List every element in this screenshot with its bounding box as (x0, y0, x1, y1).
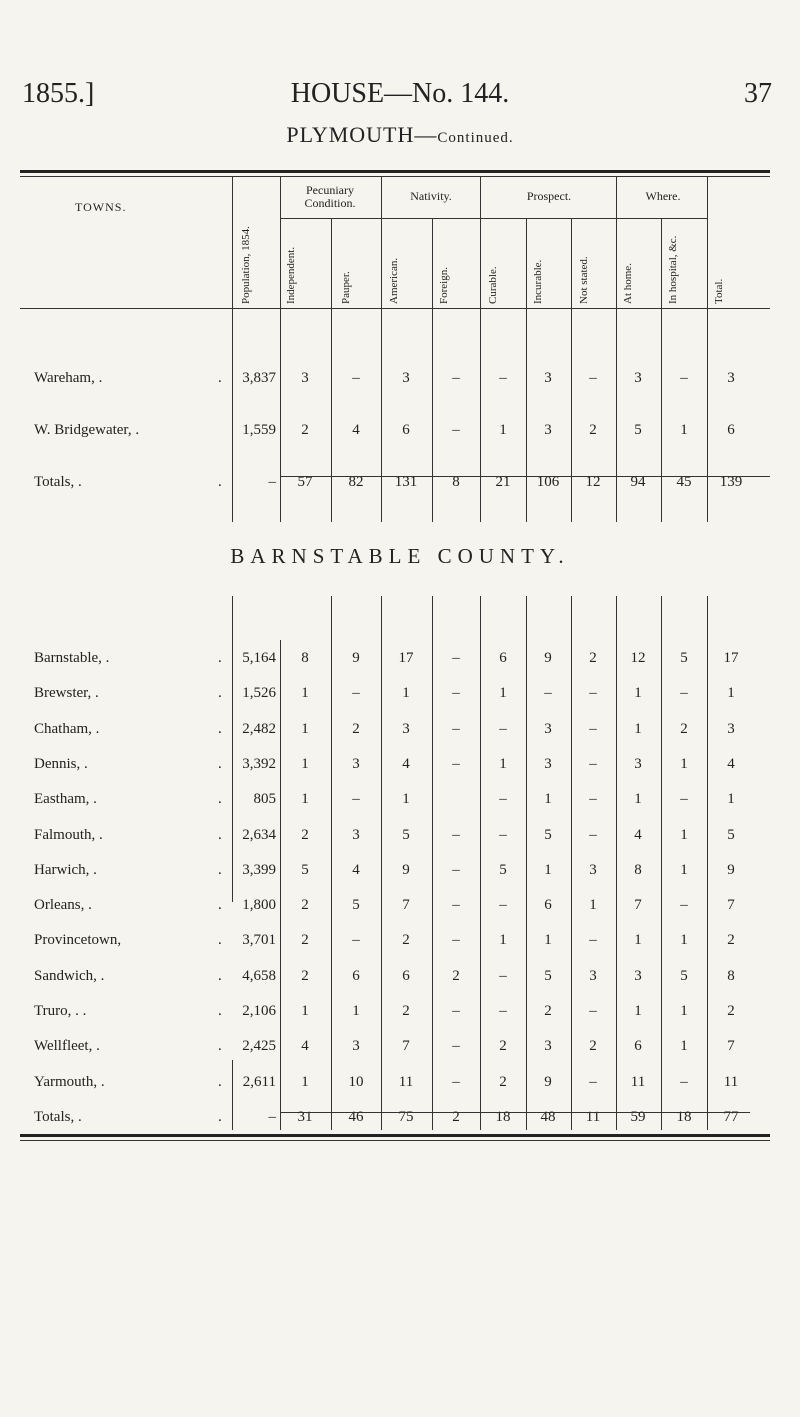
population-cell: 3,392 (242, 755, 276, 772)
leader-dots: . (218, 897, 222, 914)
leader-dots: . (218, 370, 222, 386)
running-head (20, 78, 780, 118)
leader-dots: . (218, 685, 222, 702)
value-cell: 75 (398, 1108, 414, 1125)
value-cell: 7 (727, 897, 735, 914)
value-cell: 9 (727, 861, 735, 878)
population-cell: 2,634 (242, 826, 276, 843)
value-cell: 9 (544, 650, 552, 666)
total-header: Total. (713, 278, 725, 304)
value-cell: 6 (352, 967, 360, 984)
value-cell: 1 (589, 897, 597, 914)
value-cell: 5 (727, 826, 735, 843)
value-cell: – (680, 791, 688, 808)
value-cell: 2 (452, 967, 460, 984)
town-name: Wellfleet, . (34, 1038, 100, 1055)
value-cell: 2 (301, 932, 309, 949)
value-cell: – (589, 370, 597, 386)
value-cell: 46 (348, 1108, 364, 1125)
value-cell: 1 (634, 1003, 642, 1019)
value-cell: 10 (348, 1073, 364, 1090)
value-cell: 3 (727, 720, 735, 737)
value-cell: – (589, 791, 597, 808)
value-cell: 8 (301, 650, 309, 666)
value-cell: – (352, 370, 360, 386)
town-name: Harwich, . (34, 861, 97, 878)
population-cell: 4,658 (242, 967, 276, 984)
value-cell: 1 (727, 791, 735, 808)
value-cell: 7 (402, 897, 410, 914)
table-row (0, 968, 800, 998)
at-home-header: At home. (622, 263, 634, 304)
col-divider (280, 176, 281, 522)
table-row (0, 756, 800, 786)
value-cell: – (589, 1003, 597, 1019)
col-divider (480, 176, 481, 522)
value-cell: – (452, 685, 460, 702)
value-cell: 1 (680, 755, 688, 772)
table-row (0, 721, 800, 751)
towns-header: TOWNS. (75, 200, 127, 214)
value-cell: 3 (634, 370, 642, 386)
leader-dots: . (218, 474, 222, 490)
value-cell: – (352, 685, 360, 702)
value-cell: 6 (402, 422, 410, 438)
value-cell: 1 (634, 720, 642, 737)
population-cell: 2,611 (242, 1073, 276, 1090)
value-cell: 1 (680, 932, 688, 949)
value-cell: 6 (727, 422, 735, 438)
page-number: 37 (744, 78, 772, 109)
value-cell: 139 (719, 474, 743, 490)
value-cell: 3 (544, 422, 552, 438)
value-cell: 1 (634, 791, 642, 808)
value-cell: – (499, 967, 507, 984)
value-cell: 48 (540, 1108, 556, 1125)
value-cell: – (452, 861, 460, 878)
value-cell: 12 (585, 474, 601, 490)
value-cell: 2 (402, 1003, 410, 1019)
value-cell: – (680, 370, 688, 386)
value-cell: 2 (727, 932, 735, 949)
leader-dots: . (218, 861, 222, 878)
leader-dots: . (218, 932, 222, 949)
value-cell: 21 (495, 474, 511, 490)
value-cell: – (544, 685, 552, 702)
value-cell: – (589, 685, 597, 702)
value-cell: 3 (727, 370, 735, 386)
table-row (0, 1074, 800, 1104)
value-cell: 2 (589, 650, 597, 666)
value-cell: 3 (352, 1038, 360, 1055)
value-cell: – (352, 932, 360, 949)
value-cell: 2 (499, 1038, 507, 1055)
leader-dots: . (218, 720, 222, 737)
table-row (0, 791, 800, 821)
value-cell: – (452, 720, 460, 737)
value-cell: 4 (634, 826, 642, 843)
running-head-year: 1855.] (22, 78, 95, 109)
col-divider (381, 176, 382, 522)
value-cell: 11 (723, 1073, 739, 1090)
value-cell: 8 (727, 967, 735, 984)
value-cell: 4 (352, 422, 360, 438)
value-cell: – (452, 650, 460, 666)
value-cell: 17 (398, 650, 414, 666)
value-cell: 1 (680, 422, 688, 438)
value-cell: – (352, 791, 360, 808)
value-cell: 3 (544, 370, 552, 386)
leader-dots: . (218, 1073, 222, 1090)
running-head-title: HOUSE—No. 144. (290, 78, 510, 109)
leader-dots: . (218, 1003, 222, 1019)
value-cell: 9 (402, 861, 410, 878)
totals-rule (280, 1112, 750, 1113)
value-cell: 5 (634, 422, 642, 438)
value-cell: – (452, 826, 460, 843)
table-bottom-rule-inner (20, 1140, 770, 1141)
value-cell: – (452, 755, 460, 772)
population-cell: 3,837 (242, 370, 276, 386)
value-cell: 82 (348, 474, 364, 490)
nativity-header: Nativity. (410, 189, 452, 203)
leader-dots: . (218, 1038, 222, 1055)
town-name: Orleans, . (34, 897, 92, 914)
prospect-header: Prospect. (526, 189, 572, 203)
value-cell: – (680, 1073, 688, 1090)
value-cell: 3 (634, 967, 642, 984)
table-row (0, 474, 800, 504)
section-title-continued: Continued. (437, 130, 514, 146)
value-cell: 11 (585, 1108, 601, 1125)
value-cell: 9 (544, 1073, 552, 1090)
value-cell: 3 (544, 720, 552, 737)
value-cell: 6 (402, 967, 410, 984)
value-cell: 2 (544, 1003, 552, 1019)
value-cell: 1 (499, 932, 507, 949)
pecuniary-header: Pecuniary Condition. (304, 183, 356, 210)
population-cell: – (268, 1108, 276, 1125)
value-cell: 2 (727, 1003, 735, 1019)
town-name: Totals, . (34, 474, 82, 490)
town-name: Falmouth, . (34, 826, 103, 843)
value-cell: – (589, 755, 597, 772)
population-cell: 805 (253, 791, 276, 808)
value-cell: 2 (352, 720, 360, 737)
value-cell: – (452, 1073, 460, 1090)
value-cell: 2 (301, 826, 309, 843)
col-divider (232, 176, 233, 522)
value-cell: 1 (499, 422, 507, 438)
value-cell: 1 (680, 826, 688, 843)
american-header: American. (388, 257, 400, 304)
town-name: Sandwich, . (34, 967, 105, 984)
value-cell: 77 (723, 1108, 739, 1125)
value-cell: 5 (352, 897, 360, 914)
value-cell: 5 (402, 826, 410, 843)
value-cell: – (589, 932, 597, 949)
col-divider (616, 176, 617, 522)
value-cell: 1 (352, 1003, 360, 1019)
value-cell: 57 (297, 474, 313, 490)
value-cell: 2 (301, 967, 309, 984)
value-cell: 2 (301, 897, 309, 914)
incurable-header: Incurable. (532, 259, 544, 304)
pauper-header: Pauper. (340, 271, 352, 304)
value-cell: 3 (589, 967, 597, 984)
table-row (0, 862, 800, 892)
value-cell: 2 (452, 1108, 460, 1125)
value-cell: 3 (589, 861, 597, 878)
value-cell: 1 (680, 1038, 688, 1055)
value-cell: 3 (544, 755, 552, 772)
value-cell: 1 (544, 791, 552, 808)
town-name: Totals, . (34, 1108, 82, 1125)
value-cell: 1 (402, 791, 410, 808)
totals-rule (280, 476, 770, 477)
value-cell: 1 (301, 685, 309, 702)
table-row (0, 650, 800, 680)
value-cell: – (452, 1038, 460, 1055)
value-cell: – (589, 720, 597, 737)
value-cell: – (680, 897, 688, 914)
table-bottom-rule (20, 1134, 770, 1137)
value-cell: 4 (402, 755, 410, 772)
value-cell: – (499, 826, 507, 843)
value-cell: 5 (301, 861, 309, 878)
leader-dots: . (218, 967, 222, 984)
value-cell: 94 (630, 474, 646, 490)
population-cell: 1,800 (242, 897, 276, 914)
value-cell: 7 (727, 1038, 735, 1055)
value-cell: 17 (723, 650, 739, 666)
population-header: Population, 1854. (240, 226, 252, 304)
value-cell: – (452, 370, 460, 386)
town-name: Chatham, . (34, 720, 100, 737)
table-row (0, 685, 800, 715)
leader-dots: . (218, 791, 222, 808)
value-cell: 1 (680, 861, 688, 878)
value-cell: 4 (727, 755, 735, 772)
value-cell: 2 (499, 1073, 507, 1090)
table-row (0, 897, 800, 927)
value-cell: – (499, 720, 507, 737)
where-header: Where. (645, 189, 681, 203)
value-cell: 106 (536, 474, 560, 490)
value-cell: 131 (394, 474, 418, 490)
value-cell: 12 (630, 650, 646, 666)
value-cell: 1 (499, 685, 507, 702)
value-cell: 18 (495, 1108, 511, 1125)
value-cell: 11 (398, 1073, 414, 1090)
col-divider (707, 176, 708, 522)
town-name: Dennis, . (34, 755, 88, 772)
value-cell: 3 (402, 720, 410, 737)
population-cell: 1,526 (242, 685, 276, 702)
independent-header: Independent. (285, 246, 297, 304)
value-cell: – (452, 422, 460, 438)
value-cell: 11 (630, 1073, 646, 1090)
population-cell: 3,701 (242, 932, 276, 949)
value-cell: 1 (634, 932, 642, 949)
value-cell: 1 (301, 1073, 309, 1090)
value-cell: 9 (352, 650, 360, 666)
leader-dots: . (218, 1108, 222, 1125)
value-cell: 3 (301, 370, 309, 386)
table-row (0, 827, 800, 857)
value-cell: 8 (452, 474, 460, 490)
value-cell: – (499, 1003, 507, 1019)
town-name: Brewster, . (34, 685, 99, 702)
town-name: Provincetown, (34, 932, 122, 949)
value-cell: 4 (301, 1038, 309, 1055)
value-cell: 3 (544, 1038, 552, 1055)
population-cell: 2,106 (242, 1003, 276, 1019)
value-cell: – (589, 1073, 597, 1090)
leader-dots: . (218, 755, 222, 772)
value-cell: – (452, 1003, 460, 1019)
value-cell: 6 (499, 650, 507, 666)
town-name: Wareham, . (34, 370, 103, 386)
population-cell: – (268, 474, 276, 490)
value-cell: – (499, 370, 507, 386)
value-cell: 2 (402, 932, 410, 949)
header-bottom-rule (20, 308, 770, 309)
value-cell: 1 (301, 720, 309, 737)
leader-dots: . (218, 826, 222, 843)
value-cell: 8 (634, 861, 642, 878)
value-cell: 3 (402, 370, 410, 386)
value-cell: 6 (634, 1038, 642, 1055)
value-cell: 1 (680, 1003, 688, 1019)
table-row (0, 1038, 800, 1068)
value-cell: – (452, 897, 460, 914)
population-cell: 1,559 (242, 422, 276, 438)
town-name: Eastham, . (34, 791, 97, 808)
value-cell: 1 (301, 755, 309, 772)
value-cell: 5 (544, 967, 552, 984)
value-cell: 31 (297, 1108, 313, 1125)
value-cell: 1 (301, 791, 309, 808)
section-title (0, 122, 800, 148)
population-cell: 2,425 (242, 1038, 276, 1055)
value-cell: 1 (544, 861, 552, 878)
value-cell: – (452, 932, 460, 949)
value-cell: 2 (301, 422, 309, 438)
population-cell: 5,164 (242, 650, 276, 666)
table-top-rule-inner (20, 176, 770, 177)
table-row (0, 1003, 800, 1033)
town-name: W. Bridgewater, . (34, 422, 140, 438)
value-cell: 3 (634, 755, 642, 772)
curable-header: Curable. (487, 266, 499, 304)
value-cell: 5 (499, 861, 507, 878)
group-header-rule (280, 218, 708, 219)
section-title-main: PLYMOUTH— (286, 122, 438, 147)
value-cell: 45 (676, 474, 692, 490)
table-row (0, 932, 800, 962)
foreign-header: Foreign. (438, 267, 450, 304)
value-cell: 5 (680, 650, 688, 666)
value-cell: 2 (589, 422, 597, 438)
table-top-rule (20, 170, 770, 173)
value-cell: – (589, 826, 597, 843)
value-cell: 1 (727, 685, 735, 702)
value-cell: – (499, 791, 507, 808)
value-cell: 1 (544, 932, 552, 949)
value-cell: 3 (352, 755, 360, 772)
county-heading: BARNSTABLE COUNTY. (230, 544, 570, 568)
value-cell: 1 (301, 1003, 309, 1019)
table-row (0, 422, 800, 452)
value-cell: 6 (544, 897, 552, 914)
value-cell: 7 (634, 897, 642, 914)
in-hospital-header: In hospital, &c. (667, 235, 679, 304)
value-cell: 5 (680, 967, 688, 984)
value-cell: 4 (352, 861, 360, 878)
value-cell: 7 (402, 1038, 410, 1055)
town-name: Barnstable, . (34, 650, 110, 666)
leader-dots: . (218, 650, 222, 666)
value-cell: 1 (634, 685, 642, 702)
not-stated-header: Not stated. (578, 256, 590, 304)
town-name: Yarmouth, . (34, 1073, 105, 1090)
value-cell: – (499, 897, 507, 914)
value-cell: – (680, 685, 688, 702)
town-name: Truro, . . (34, 1003, 87, 1019)
value-cell: 59 (630, 1108, 646, 1125)
value-cell: 18 (676, 1108, 692, 1125)
population-cell: 2,482 (242, 720, 276, 737)
table-row (0, 370, 800, 400)
value-cell: 5 (544, 826, 552, 843)
value-cell: 3 (352, 826, 360, 843)
value-cell: 2 (680, 720, 688, 737)
value-cell: 1 (402, 685, 410, 702)
value-cell: 1 (499, 755, 507, 772)
value-cell: 2 (589, 1038, 597, 1055)
population-cell: 3,399 (242, 861, 276, 878)
